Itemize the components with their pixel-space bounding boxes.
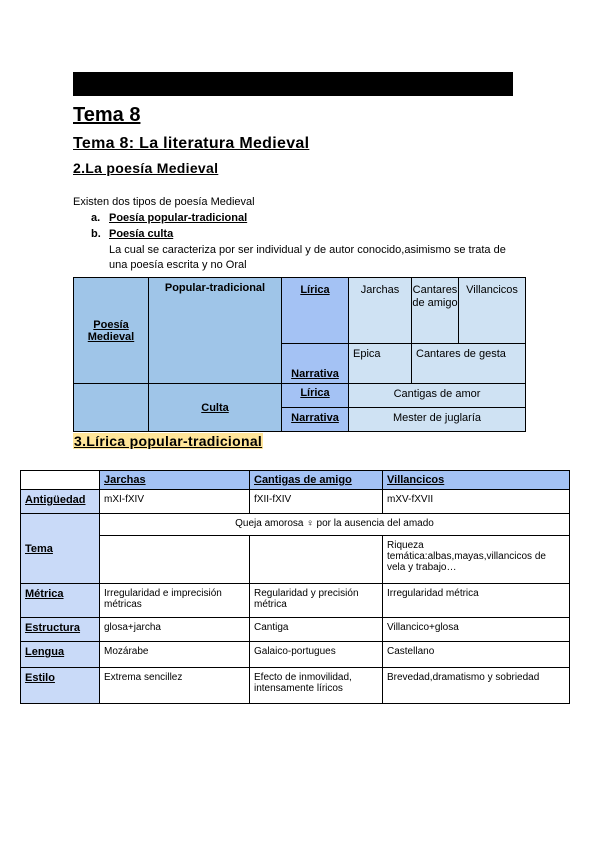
cell-poesia-medieval (74, 278, 149, 384)
cell-cantares-amigo: Cantares de amigo (412, 278, 459, 344)
table-cell: glosa+jarcha (100, 618, 250, 642)
narrativa-label: Narrativa (291, 412, 339, 424)
table-row (21, 536, 570, 584)
row-header: Tema (21, 514, 100, 584)
row-header: Estilo (21, 668, 100, 704)
list-item-label: Poesía popular-tradicional (109, 212, 248, 224)
table-header-row (21, 471, 570, 490)
list-item (91, 212, 511, 224)
cell-jarchas: Jarchas (349, 278, 412, 344)
cell-cantares-gesta: Cantares de gesta (412, 344, 526, 384)
table-cell: Regularidad y precisión métrica (250, 584, 383, 618)
table-cell: Queja amorosa ♀ por la ausencia del amado (100, 514, 570, 536)
table-cell: Castellano (383, 642, 570, 668)
table-cell: Villancico+glosa (383, 618, 570, 642)
table-row (21, 668, 570, 704)
header-cell: Villancicos (383, 471, 570, 490)
poesia-medieval-label: Poesía Medieval (87, 318, 135, 343)
lirica-label: Lírica (300, 284, 330, 296)
culta-label: Culta (201, 401, 229, 414)
table-row (21, 642, 570, 668)
table-cell: fXII-fXIV (250, 490, 383, 514)
row-header: Estructura (21, 618, 100, 642)
list-marker: b. (91, 228, 101, 240)
row-header: Antigüedad (21, 490, 100, 514)
intro-text: Existen dos tipos de poesía Medieval (73, 196, 255, 208)
list-item (91, 228, 511, 240)
table-cell: Efecto de inmovilidad, intensamente líricos (250, 668, 383, 704)
table-row (21, 584, 570, 618)
table-cell: mXI-fXIV (100, 490, 250, 514)
redaction-bar (73, 72, 513, 96)
table-cell: Galaico-portugues (250, 642, 383, 668)
cell-empty (74, 384, 149, 432)
header-cell: Cantigas de amigo (250, 471, 383, 490)
cell-narrativa-1 (282, 344, 349, 384)
table-cell (100, 536, 250, 584)
table-cell: Riqueza temática:albas,mayas,villancicos de vela y trabajo… (383, 536, 570, 584)
header-cell: Jarchas (100, 471, 250, 490)
cell-villancicos: Villancicos (459, 278, 526, 344)
table-cell: Brevedad,dramatismo y sobriedad (383, 668, 570, 704)
table-cell: Irregularidad métrica (383, 584, 570, 618)
cell-mester: Mester de juglaría (349, 408, 526, 432)
narrativa-label: Narrativa (291, 368, 339, 380)
lirica-table (20, 470, 570, 704)
table-cell: mXV-fXVII (383, 490, 570, 514)
chapter-heading: Tema 8: La literatura Medieval (73, 135, 310, 152)
page-title: Tema 8 (73, 104, 141, 126)
table-cell: Irregularidad e imprecisión métricas (100, 584, 250, 618)
cell-narrativa-2 (282, 408, 349, 432)
table-cell: Extrema sencillez (100, 668, 250, 704)
cell-culta (149, 384, 282, 432)
section-heading-2: 2.La poesía Medieval (73, 160, 219, 176)
table-cell (250, 536, 383, 584)
table-cell: Cantiga (250, 618, 383, 642)
section-heading-3: 3.Lírica popular-tradicional (74, 433, 263, 449)
list-item-label: Poesía culta (109, 228, 174, 240)
cell-cantigas-amor: Cantigas de amor (349, 384, 526, 408)
row-header: Métrica (21, 584, 100, 618)
cell-lirica-2 (282, 384, 349, 408)
table-row (21, 490, 570, 514)
cell-epica: Epica (349, 344, 412, 384)
row-header: Lengua (21, 642, 100, 668)
header-cell (21, 471, 100, 490)
list-marker: a. (91, 212, 101, 224)
culta-description: La cual se caracteriza por ser individual y de autor conocido,asimismo se trata de una poesía escrita y no Oral (109, 244, 506, 271)
table-cell: Mozárabe (100, 642, 250, 668)
lirica-label: Lírica (300, 387, 330, 399)
classification-table (73, 277, 526, 432)
cell-popular: Popular-tradicional (149, 278, 282, 384)
cell-lirica-1 (282, 278, 349, 344)
table-row (21, 514, 570, 536)
table-row (21, 618, 570, 642)
